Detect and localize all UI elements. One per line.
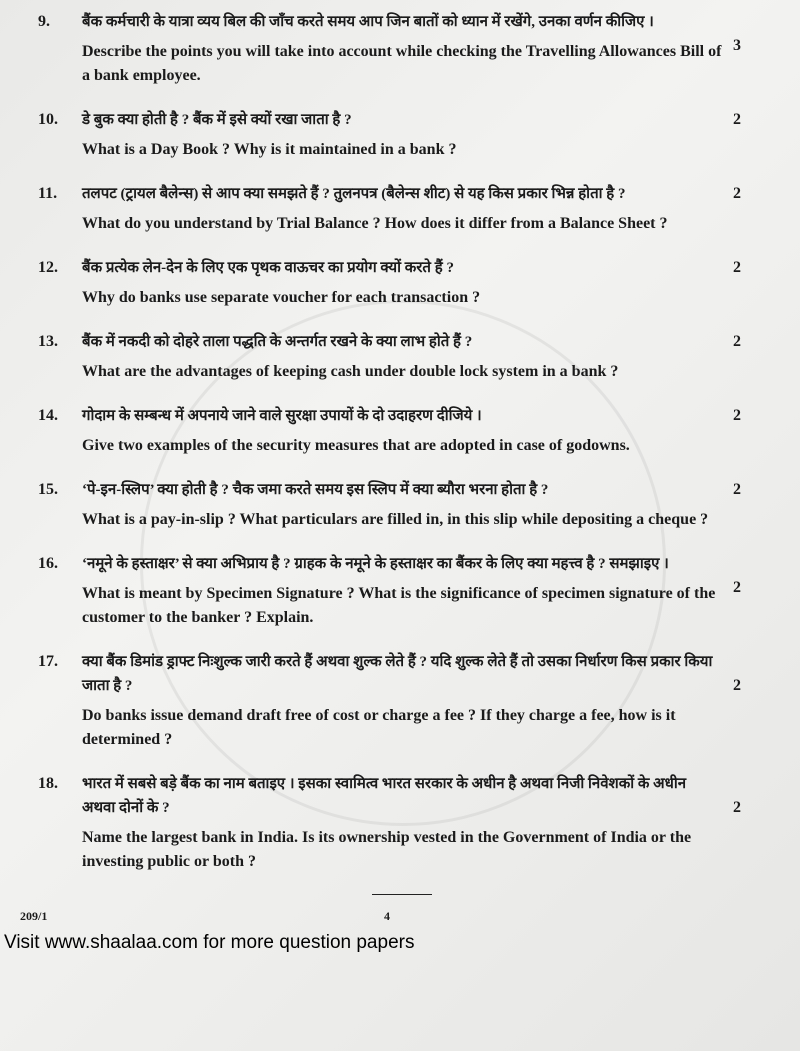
paper-code: 209/1: [20, 909, 48, 923]
question-marks: 3: [733, 37, 741, 54]
question-number: 17.: [38, 653, 58, 670]
question-13: [0, 330, 800, 384]
question-14: [0, 404, 800, 458]
end-rule: [372, 894, 432, 895]
question-number: 18.: [38, 775, 58, 792]
question-marks: 2: [733, 333, 741, 350]
question-hindi: भारत में सबसे बड़े बैंक का नाम बताइए । इसका स्वामित्व भारत सरकार के अधीन है अथवा निजी निवेशकों के अधीन अथवा दोनों के ?: [82, 776, 687, 816]
question-english: Why do banks use separate voucher for each transaction ?: [82, 289, 481, 306]
question-english: What is a pay-in-slip ? What particulars are filled in, in this slip while depositing a cheque ?: [82, 511, 709, 528]
question-marks: 2: [733, 259, 741, 276]
question-hindi: ‘नमूने के हस्ताक्षर’ से क्या अभिप्राय है ? ग्राहक के नमूने के हस्ताक्षर का बैंकर के लिए क्या महत्त्व है ? समझाइए ।: [82, 556, 669, 572]
question-english: Name the largest bank in India. Is its ownership vested in the Government of India or the investing public or both ?: [82, 829, 692, 870]
question-hindi: बैंक कर्मचारी के यात्रा व्यय बिल की जाँच करते समय आप जिन बातों को ध्यान में रखेंगे, उनका वर्णन कीजिए ।: [82, 14, 654, 30]
question-number: 14.: [38, 407, 58, 424]
question-marks: 2: [733, 407, 741, 424]
question-hindi: बैंक में नकदी को दोहरे ताला पद्धति के अन्तर्गत रखने के क्या लाभ होते हैं ?: [82, 334, 473, 350]
question-number: 16.: [38, 555, 58, 572]
question-15: [0, 478, 800, 532]
question-marks: 2: [733, 185, 741, 202]
question-marks: 2: [733, 799, 741, 816]
question-hindi: क्या बैंक डिमांड ड्राफ्ट निःशुल्क जारी करते हैं अथवा शुल्क लेते हैं ? यदि शुल्क लेते हैं तो उसका निर्धारण किस प्रकार किया जाता है ?: [82, 654, 713, 694]
question-hindi: बैंक प्रत्येक लेन-देन के लिए एक पृथक वाऊचर का प्रयोग क्यों करते हैं ?: [82, 260, 454, 276]
question-english: What is meant by Specimen Signature ? What is the significance of specimen signature of the customer to the banker ? Explain.: [82, 585, 716, 626]
question-9: [0, 10, 800, 88]
question-number: 9.: [38, 13, 50, 30]
question-10: [0, 108, 800, 162]
question-hindi: डे बुक क्या होती है ? बैंक में इसे क्यों रखा जाता है ?: [82, 112, 352, 128]
question-11: [0, 182, 800, 236]
question-hindi: ‘पे-इन-स्लिप’ क्या होती है ? चैक जमा करते समय इस स्लिप में क्या ब्यौरा भरना होता है ?: [82, 482, 549, 498]
question-16: [0, 552, 800, 630]
question-english: What do you understand by Trial Balance ? How does it differ from a Balance Sheet ?: [82, 215, 668, 232]
question-english: What are the advantages of keeping cash under double lock system in a bank ?: [82, 363, 619, 380]
page-number: 4: [384, 909, 390, 923]
question-17: [0, 650, 800, 752]
question-marks: 2: [733, 579, 741, 596]
question-number: 10.: [38, 111, 58, 128]
question-number: 11.: [38, 185, 58, 202]
question-number: 15.: [38, 481, 58, 498]
page-meta: [0, 909, 800, 929]
question-english: Do banks issue demand draft free of cost or charge a fee ? If they charge a fee, how is it determined ?: [82, 707, 676, 748]
question-english: What is a Day Book ? Why is it maintained in a bank ?: [82, 141, 457, 158]
question-marks: 2: [733, 677, 741, 694]
question-hindi: गोदाम के सम्बन्ध में अपनाये जाने वाले सुरक्षा उपायों के दो उदाहरण दीजिये ।: [82, 408, 482, 424]
question-number: 12.: [38, 259, 58, 276]
question-marks: 2: [733, 111, 741, 128]
question-12: [0, 256, 800, 310]
question-18: [0, 772, 800, 874]
question-marks: 2: [733, 481, 741, 498]
question-number: 13.: [38, 333, 58, 350]
question-english: Describe the points you will take into account while checking the Travelling Allowances Bill of a bank employee.: [82, 43, 722, 84]
footer-link[interactable]: Visit www.shaalaa.com for more question papers: [4, 932, 415, 953]
question-english: Give two examples of the security measures that are adopted in case of godowns.: [82, 437, 630, 454]
question-hindi: तलपट (ट्रायल बैलेन्स) से आप क्या समझते हैं ? तुलनपत्र (बैलेन्स शीट) से यह किस प्रकार भिन्न होता है ?: [82, 186, 626, 202]
